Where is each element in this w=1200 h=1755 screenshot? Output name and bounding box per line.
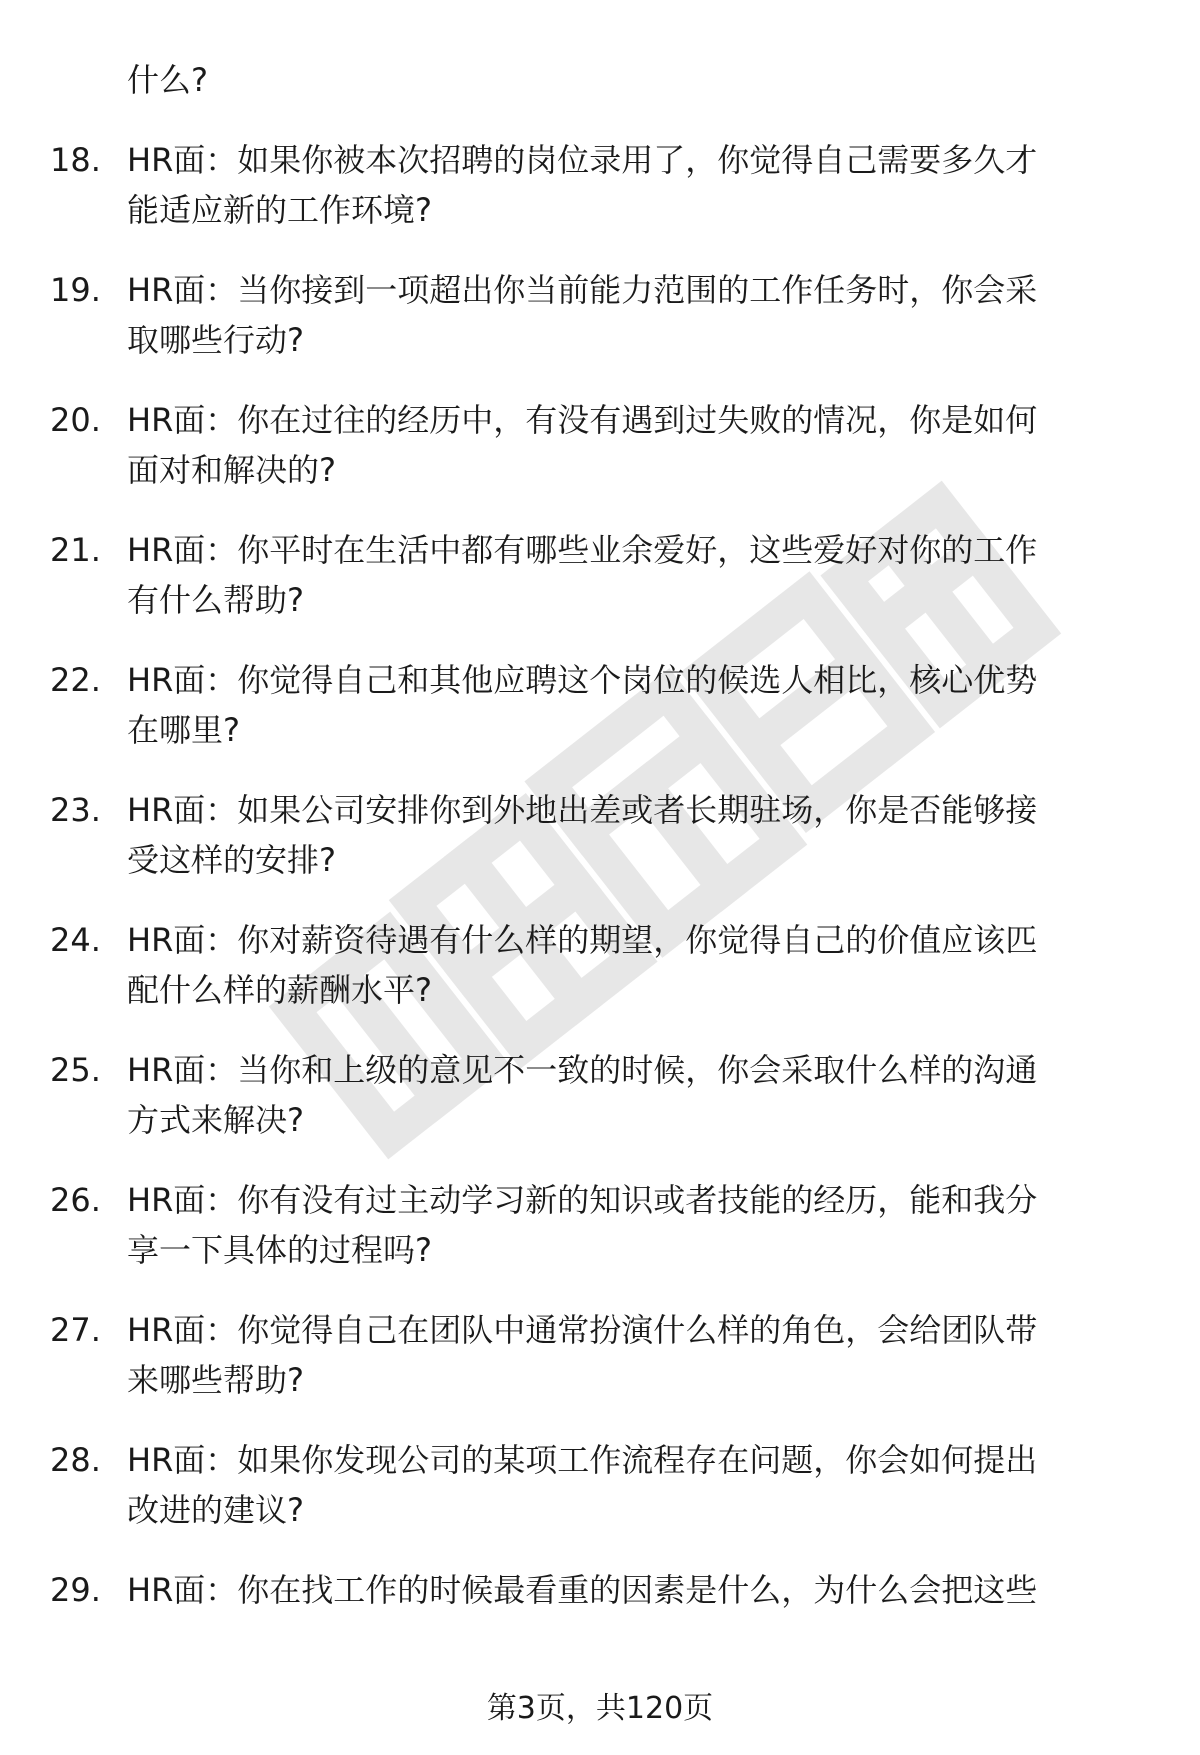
item-text-line: 有什么帮助? <box>127 581 304 619</box>
item-text-line: 取哪些行动? <box>127 321 304 359</box>
item-number: 25. <box>50 1051 101 1089</box>
item-number: 27. <box>50 1311 101 1349</box>
item-text-line: HR面：你平时在生活中都有哪些业余爱好，这些爱好对你的工作 <box>127 531 1038 569</box>
list-item <box>0 655 1200 755</box>
item-number: 24. <box>50 921 101 959</box>
item-text-line: HR面：你对薪资待遇有什么样的期望，你觉得自己的价值应该匹 <box>127 921 1038 959</box>
item-text-line: HR面：如果你发现公司的某项工作流程存在问题，你会如何提出 <box>127 1441 1038 1479</box>
item-text-line: 能适应新的工作环境? <box>127 191 432 229</box>
item-number: 22. <box>50 661 101 699</box>
item-number: 19. <box>50 271 101 309</box>
list-item <box>0 395 1200 495</box>
item-number: 23. <box>50 791 101 829</box>
question-list <box>0 55 1200 1615</box>
item-text-line: HR面：你在过往的经历中，有没有遇到过失败的情况，你是如何 <box>127 401 1038 439</box>
item-text-line: 改进的建议? <box>127 1491 304 1529</box>
item-text-line: 受这样的安排? <box>127 841 336 879</box>
item-text-line: HR面：当你接到一项超出你当前能力范围的工作任务时，你会采 <box>127 271 1038 309</box>
item-text-line: 方式来解决? <box>127 1101 304 1139</box>
item-number: 28. <box>50 1441 101 1479</box>
item-text-line: HR面：你有没有过主动学习新的知识或者技能的经历，能和我分 <box>127 1181 1038 1219</box>
item-number: 20. <box>50 401 101 439</box>
item-number: 21. <box>50 531 101 569</box>
item-text-line: HR面：如果公司安排你到外地出差或者长期驻场，你是否能够接 <box>127 791 1038 829</box>
item-text-line: 在哪里? <box>127 711 240 749</box>
item-text-line: 来哪些帮助? <box>127 1361 304 1399</box>
item-number: 26. <box>50 1181 101 1219</box>
item-number: 29. <box>50 1571 101 1609</box>
list-item <box>0 1435 1200 1535</box>
list-item <box>0 1305 1200 1405</box>
list-item <box>0 265 1200 365</box>
list-item <box>0 1565 1200 1615</box>
item-text-line: HR面：你在找工作的时候最看重的因素是什么，为什么会把这些 <box>127 1571 1038 1609</box>
item-text-line: HR面：你觉得自己和其他应聘这个岗位的候选人相比，核心优势 <box>127 661 1038 699</box>
list-item <box>0 525 1200 625</box>
item-number: 18. <box>50 141 101 179</box>
list-item <box>0 135 1200 235</box>
item-text-line: 享一下具体的过程吗? <box>127 1231 432 1269</box>
list-item <box>0 915 1200 1015</box>
page-number: 第3页，共120页 <box>486 1691 714 1726</box>
list-item <box>0 785 1200 885</box>
item-text-line: 配什么样的薪酬水平? <box>127 971 432 1009</box>
continuation-text: 什么? <box>127 61 208 99</box>
list-item <box>0 1175 1200 1275</box>
item-text-line: HR面：你觉得自己在团队中通常扮演什么样的角色，会给团队带 <box>127 1311 1038 1349</box>
item-text-line: 面对和解决的? <box>127 451 336 489</box>
list-item <box>0 1045 1200 1145</box>
item-text-line: HR面：当你和上级的意见不一致的时候，你会采取什么样的沟通 <box>127 1051 1038 1089</box>
item-text-line: HR面：如果你被本次招聘的岗位录用了，你觉得自己需要多久才 <box>127 141 1038 179</box>
